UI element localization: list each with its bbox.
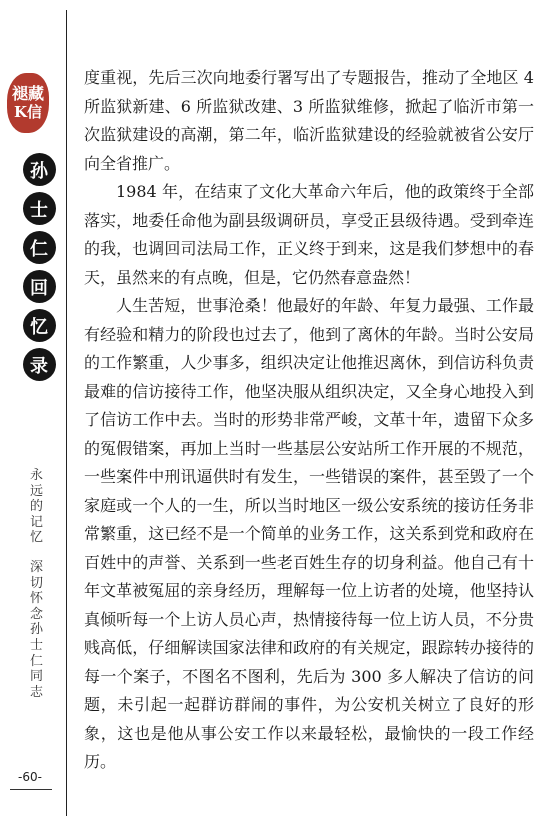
- seal-text-top: 褪藏: [11, 84, 44, 103]
- margin-rule: [66, 10, 67, 816]
- paragraph: 度重视，先后三次向地委行署写出了专题报告，推动了全地区 4 所监狱新建、6 所监狱改建、3 所监狱维修，掀起了临沂市第一次监狱建设的高潮，第二年，临沂监狱建设的经验就被省公安厅向全省推广。: [84, 68, 534, 173]
- title-char: 忆: [23, 309, 56, 342]
- paragraph: 人生苦短，世事沧桑！他最好的年龄、年复力最强、工作最有经验和精力的阶段也过去了，他到了离休的年龄。当时公安局的工作繁重，人少事多，组织决定让他推迟离休，到信访科负责最难的信访接待工作，他坚决服从组织决定，又全身心地投入到了信访工作中去。当时的形势非常严峻，文革十年，遗留下众多的冤假错案，再加上当时一些基层公安站所工作开展的不规范，一些案件中刑讯逼供时有发生，一些错误的案件，甚至毁了一个家庭或一个人的一生，所以当时地区一级公安系统的接访任务非常繁重，这已经不是一个简单的业务工作，这关系到党和政府在百姓中的声誉、关系到一些老百姓生存的切身利益。他自己有十年文革被冤屈的亲身经历，理解每一位上访者的处境，他坚持认真倾听每一个上访人员心声，热情接待每一位上访人员，不分贵贱高低，仔细解读国家法律和政府的有关规定，跟踪转办接待的每一个案子，不图名不图利，先后为 300 多人解决了信访的问题，未引起一起群访群闹的事件，为公安机关树立了良好的形象，这也是他从事公安工作以来最轻松，最愉快的一段工作经历。: [84, 296, 534, 771]
- seal-stamp: [7, 73, 49, 133]
- seal-text-bottom: K信: [13, 103, 43, 121]
- title-char: 士: [23, 192, 56, 225]
- title-char: 孙: [23, 153, 56, 186]
- book-title: [21, 153, 57, 387]
- chapter-subtitle: [30, 468, 44, 700]
- paragraph: 1984 年，在结束了文化大革命六年后，他的政策终于全部落实，地委任命他为副县级调研员，享受正县级待遇。受到牵连的我，也调回司法局工作，正义终于到来，这是我们梦想中的春天，虽然来的有点晚，但是，它仍然春意盎然！: [84, 182, 534, 287]
- subtitle-part-2: 深切怀念孙士仁同志: [30, 559, 44, 700]
- subtitle-part-1: 永远的记忆: [30, 468, 44, 546]
- title-char: 仁: [23, 231, 56, 264]
- title-char: 回: [23, 270, 56, 303]
- page-number-underline: [10, 789, 52, 790]
- title-char: 录: [23, 348, 56, 381]
- body-text: [84, 64, 534, 777]
- page-number: -60-: [18, 770, 42, 784]
